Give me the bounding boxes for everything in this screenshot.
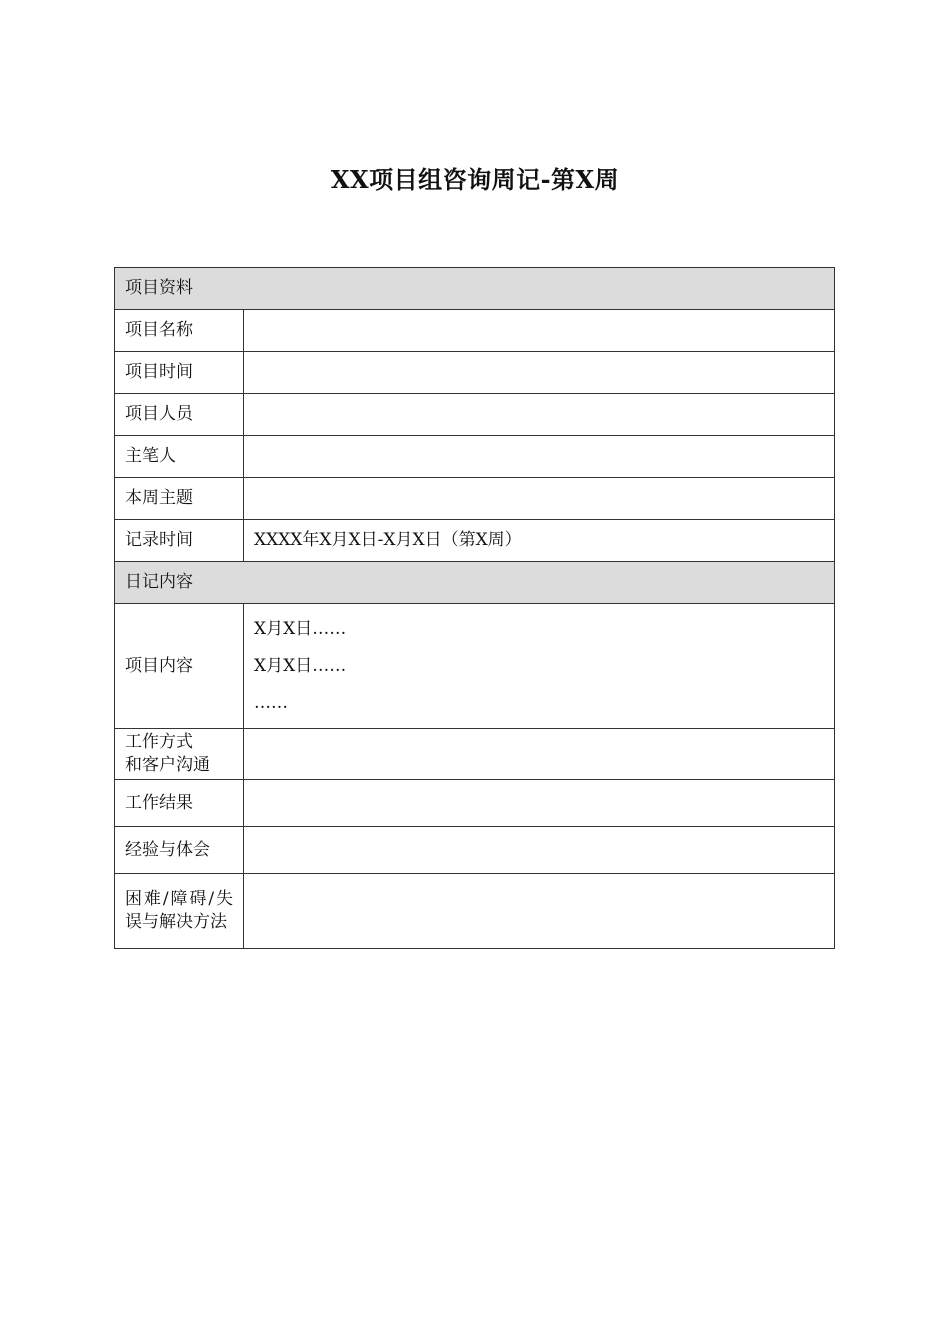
table-row (115, 520, 835, 562)
document-title: XX项目组咨询周记-第X周 (330, 165, 620, 194)
table-row (115, 827, 835, 874)
label-work-method-line2: 和客户沟通 (125, 755, 210, 775)
table-row (115, 310, 835, 352)
label-project-time: 项目时间 (115, 352, 244, 394)
table-row (115, 780, 835, 827)
field-lead-writer[interactable] (244, 436, 835, 478)
weekly-journal-table (114, 267, 835, 949)
field-project-content[interactable] (244, 604, 835, 729)
table-row (115, 604, 835, 729)
section-project-info (115, 268, 835, 310)
label-project-content: 项目内容 (115, 604, 244, 729)
label-project-members: 项目人员 (115, 394, 244, 436)
table-row (115, 394, 835, 436)
table-row (115, 729, 835, 780)
field-project-time[interactable] (244, 352, 835, 394)
field-difficulties[interactable] (244, 874, 835, 949)
list-item: …… (254, 692, 288, 713)
table-row (115, 436, 835, 478)
field-work-method[interactable] (244, 729, 835, 780)
field-work-result[interactable] (244, 780, 835, 827)
field-experience[interactable] (244, 827, 835, 874)
label-work-method-line1: 工作方式 (125, 732, 193, 753)
list-item: X月X日…… (254, 655, 347, 676)
field-weekly-theme[interactable] (244, 478, 835, 520)
table-row (115, 478, 835, 520)
section-header-project-info: 项目资料 (115, 268, 835, 310)
label-weekly-theme: 本周主题 (115, 478, 244, 520)
section-header-journal-content: 日记内容 (115, 562, 835, 604)
list-item: X月X日…… (254, 618, 347, 639)
label-work-result: 工作结果 (115, 780, 244, 827)
label-project-name: 项目名称 (115, 310, 244, 352)
label-difficulties: 困难/障碍/失误与解决方法 (115, 874, 244, 949)
label-lead-writer: 主笔人 (115, 436, 244, 478)
label-record-time: 记录时间 (115, 520, 244, 562)
table-row (115, 352, 835, 394)
label-experience: 经验与体会 (115, 827, 244, 874)
table-row (115, 874, 835, 949)
section-journal-content (115, 562, 835, 604)
field-project-name[interactable] (244, 310, 835, 352)
field-record-time[interactable]: XXXX年X月X日-X月X日（第X周） (244, 520, 835, 562)
label-work-method (115, 729, 244, 780)
field-project-members[interactable] (244, 394, 835, 436)
